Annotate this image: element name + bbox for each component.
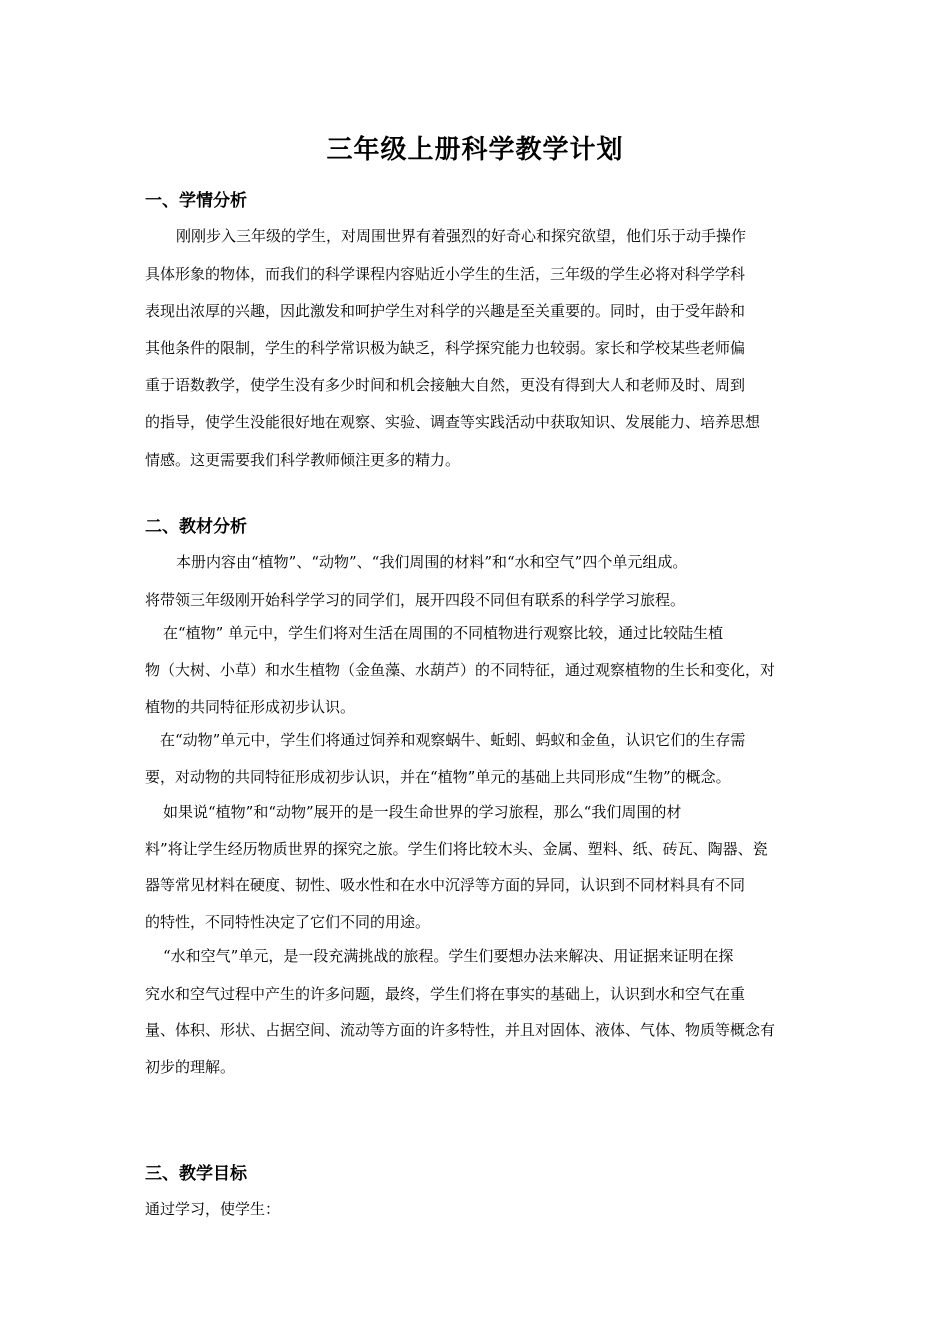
paragraph-line: 要，对动物的共同特征形成初步认识，并在“植物”单元的基础上共同形成“生物”的概念。	[145, 768, 731, 786]
paragraph-line: 量、体积、形状、占据空间、流动等方面的许多特性，并且对固体、液体、气体、物质等概念有	[145, 1021, 776, 1039]
document-title: 三年级上册科学教学计划	[326, 135, 624, 165]
paragraph-line: 植物的共同特征形成初步认识。	[145, 698, 356, 716]
paragraph-line: 刚刚步入三年级的学生，对周围世界有着强烈的好奇心和探究欲望，他们乐于动手操作	[176, 227, 747, 245]
paragraph-line: 具体形象的物体，而我们的科学课程内容贴近小学生的生活，三年级的学生必将对科学学科	[145, 265, 746, 283]
paragraph-line: 通过学习，使学生：	[145, 1200, 281, 1218]
paragraph-line: 料”将让学生经历物质世界的探究之旅。学生们将比较木头、金属、塑料、纸、砖瓦、陶器、瓷	[145, 840, 768, 858]
section-heading-teaching-goals: 三、教学目标	[145, 1164, 247, 1184]
paragraph-line: 其他条件的限制，学生的科学常识极为缺乏，科学探究能力也较弱。家长和学校某些老师偏	[145, 339, 746, 357]
paragraph-line: 究水和空气过程中产生的许多问题，最终，学生们将在事实的基础上，认识到水和空气在重	[145, 985, 746, 1003]
section-heading-textbook-analysis: 二、教材分析	[145, 517, 247, 537]
paragraph-line: 表现出浓厚的兴趣，因此激发和呵护学生对科学的兴趣是至关重要的。同时，由于受年龄和	[145, 302, 746, 320]
paragraph-line: 器等常见材料在硬度、韧性、吸水性和在水中沉浮等方面的异同，认识到不同材料具有不同	[145, 876, 746, 894]
paragraph-line: 重于语数教学，使学生没有多少时间和机会接触大自然，更没有得到大人和老师及时、周到	[145, 376, 746, 394]
paragraph-line: 如果说“植物”和“动物”展开的是一段生命世界的学习旅程，那么“我们周围的材	[163, 803, 682, 821]
paragraph-line: 本册内容由“植物”、“动物”、“我们周围的材料”和“水和空气”四个单元组成。	[176, 553, 688, 571]
paragraph-line: 情感。这更需要我们科学教师倾注更多的精力。	[145, 451, 461, 469]
paragraph-line: 将带领三年级刚开始科学学习的同学们，展开四段不同但有联系的科学学习旅程。	[145, 591, 686, 609]
paragraph-line: “水和空气”单元，是一段充满挑战的旅程。学生们要想办法来解决、用证据来证明在探	[163, 947, 734, 965]
paragraph-line: 在“植物” 单元中，学生们将对生活在周围的不同植物进行观察比较，通过比较陆生植	[163, 624, 724, 642]
paragraph-line: 的特性，不同特性决定了它们不同的用途。	[145, 913, 431, 931]
paragraph-line: 初步的理解。	[145, 1058, 236, 1076]
paragraph-line: 物（大树、小草）和水生植物（金鱼藻、水葫芦）的不同特征，通过观察植物的生长和变化，对	[145, 661, 776, 679]
section-heading-student-analysis: 一、学情分析	[145, 191, 247, 211]
paragraph-line: 在“动物”单元中，学生们将通过饲养和观察蜗牛、蚯蚓、蚂蚁和金鱼，认识它们的生存需	[160, 731, 746, 749]
paragraph-line: 的指导，使学生没能很好地在观察、实验、调查等实践活动中获取知识、发展能力、培养思想	[145, 413, 761, 431]
